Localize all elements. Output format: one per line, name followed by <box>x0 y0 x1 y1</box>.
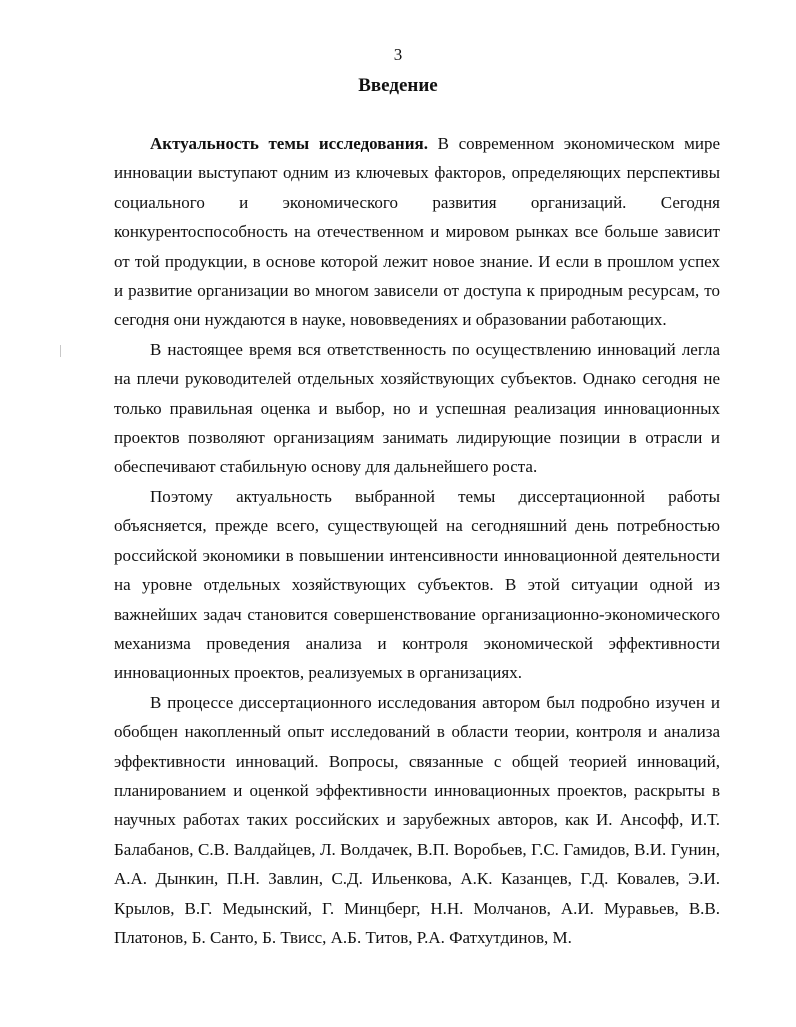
document-body <box>114 129 720 952</box>
paragraph-relevance <box>114 129 720 335</box>
paragraph-topic-justification: Поэтому актуальность выбранной темы диссертационной работы объясняется, прежде всего, существующей на сегодняшний день потребностью российской экономики в повышении интенсивности инновационной деятельности на уровне отдельных хозяйствующих субъектов. В этой ситуации одной из важнейших задач становится совершенствование организационно-экономического механизма проведения анализа и контроля экономической эффективности инновационных проектов, реализуемых в организациях. <box>114 486 720 683</box>
paragraph-lead: Актуальность темы исследования. <box>150 134 428 153</box>
margin-mark <box>60 345 61 357</box>
page-title: Введение <box>358 75 438 96</box>
page-number: 3 <box>393 45 403 64</box>
paragraph-literature-review: В процессе диссертационного исследования автором был подробно изучен и обобщен накопленный опыт исследований в области теории, контроля и анализа эффективности инноваций. Вопросы, связанные с общей теорией инноваций, планированием и оценкой эффективности инновационных проектов, раскрыты в научных работах таких российских и зарубежных авторов, как И. Ансофф, И.Т. Балабанов, С.В. Валдайцев, Л. Волдачек, В.П. Воробьев, Г.С. Гамидов, В.И. Гунин, А.А. Дынкин, П.Н. Завлин, С.Д. Ильенкова, А.К. Казанцев, Г.Д. Ковалев, Э.И. Крылов, В.Г. Медынский, Г. Минцберг, Н.Н. Молчанов, А.И. Муравьев, В.В. Платонов, Б. Санто, Б. Твисс, А.Б. Титов, Р.А. Фатхутдинов, М. <box>114 692 720 947</box>
paragraph-responsibility: В настоящее время вся ответственность по осуществлению инноваций легла на плечи руководителей отдельных хозяйствующих субъектов. Однако сегодня не только правильная оценка и выбор, но и успешная реализация инновационных проектов позволяют организациям занимать лидирующие позиции в отрасли и обеспечивают стабильную основу для дальнейшего роста. <box>114 339 720 477</box>
paragraph-text: В современном экономическом мире инновации выступают одним из ключевых факторов, определяющих перспективы социального и экономического развития организаций. Сегодня конкурентоспособность на отечественном и мировом рынках все больше зависит от той продукции, в основе которой лежит новое знание. И если в прошлом успех и развитие организации во многом зависели от доступа к природным ресурсам, то сегодня они нуждаются в науке, нововведениях и образовании работающих. <box>114 134 721 330</box>
